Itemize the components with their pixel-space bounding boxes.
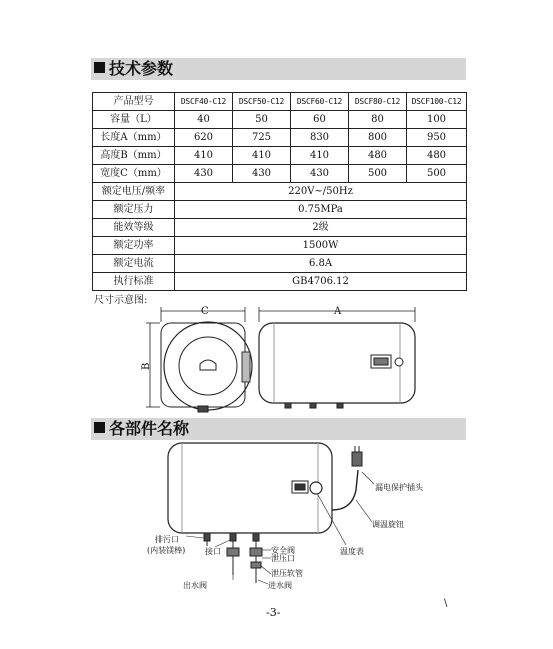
dimension-b-label: B [141,362,152,370]
part-label-outlet: 接口 [205,547,221,556]
part-label-temp-knob: 调温旋钮 [372,520,404,529]
row-label: 能效等级 [93,219,175,237]
table-cell: 2级 [175,219,467,237]
table-header-label: 产品型号 [93,93,175,111]
table-cell: 430 [233,165,291,183]
row-label: 宽度C（mm） [93,165,175,183]
row-label: 容量（L） [93,111,175,129]
row-label: 高度B（mm） [93,147,175,165]
part-label-safety-valve: 安全阀 [271,546,295,555]
table-cell: 220V~/50Hz [175,183,467,201]
tech-params-title-text: 技术参数 [109,59,174,78]
model-cell: DSCF50-C12 [233,93,291,111]
model-cell: DSCF60-C12 [291,93,349,111]
table-cell: 1500W [175,237,467,255]
table-cell: 500 [407,165,467,183]
row-label: 额定功率 [93,237,175,255]
table-cell: 50 [233,111,291,129]
table-cell: 480 [349,147,407,165]
table-cell: 410 [233,147,291,165]
table-cell: GB4706.12 [175,273,467,291]
corner-mark: \ [444,598,448,609]
model-cell: DSCF100-C12 [407,93,467,111]
table-cell: 430 [175,165,233,183]
table-cell: 725 [233,129,291,147]
side-view-drawing [146,307,252,412]
table-cell: 830 [291,129,349,147]
table-cell: 100 [407,111,467,129]
row-label: 额定压力 [93,201,175,219]
row-label: 执行标准 [93,273,175,291]
part-label-thermometer: 温度表 [340,547,364,556]
table-cell: 410 [291,147,349,165]
black-square-icon [94,422,105,433]
table-cell: 410 [175,147,233,165]
row-label: 额定电压/频率 [93,183,175,201]
dimension-c-label: C [201,306,209,317]
part-label-inlet-valve: 进水阀 [268,581,292,590]
dimension-caption: 尺寸示意图: [94,295,148,306]
part-label-drain-note: (内装镁棒) [147,546,186,555]
part-label-leakage-plug: 漏电保护插头 [375,483,423,492]
table-cell: 430 [291,165,349,183]
table-cell: 620 [175,129,233,147]
table-cell: 950 [407,129,467,147]
dimension-a-label: A [334,306,342,317]
part-label-drain: 排污口 [155,535,179,544]
model-cell: DSCF40-C12 [175,93,233,111]
part-label-outlet-valve: 出水阀 [183,581,207,590]
part-label-safety-valve-2: 泄压口 [271,554,295,563]
table-cell: 40 [175,111,233,129]
table-cell: 480 [407,147,467,165]
table-cell: 60 [291,111,349,129]
part-label-relief-hose: 泄压软管 [271,569,303,578]
row-label: 额定电流 [93,255,175,273]
table-cell: 80 [349,111,407,129]
parts-title-text: 各部件名称 [109,419,190,438]
table-cell: 6.8A [175,255,467,273]
table-cell: 0.75MPa [175,201,467,219]
row-label: 长度A（mm） [93,129,175,147]
front-view-drawing [259,307,415,408]
table-cell: 500 [349,165,407,183]
table-cell: 800 [349,129,407,147]
page-number: -3- [266,606,281,619]
model-cell: DSCF80-C12 [349,93,407,111]
parts-title [94,418,189,440]
